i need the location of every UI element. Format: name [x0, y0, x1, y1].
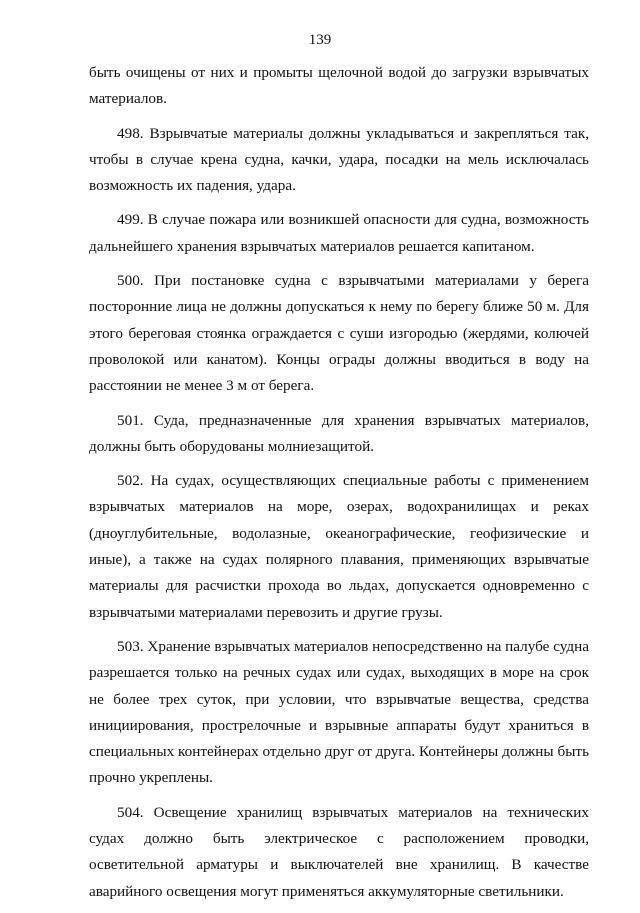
paragraph-504: 504. Освещение хранилищ взрывчатых материалов на технических судах должно быть электрическое с расположением проводки, осветительной арматуры и выключателей вне хранилищ. В качестве аварийного освещения могут применяться аккумуляторные светильники.	[89, 803, 589, 900]
paragraph-503: 503. Хранение взрывчатых материалов непосредственно на палубе судна разрешается только на речных судах или судах, выходящих в море на срок не более трех суток, при условии, что взрывчатые вещества, средства инициирования, прострелочные и взрывные аппараты будут храниться в специальных контейнерах отдельно друг от друга. Контейнеры должны быть прочно укреплены.	[89, 637, 589, 787]
paragraph-498: 498. Взрывчатые материалы должны укладываться и закрепляться так, чтобы в случае крена судна, качки, удара, посадки на мель исключалась возможность их падения, удара.	[89, 124, 589, 195]
page-number: 139	[308, 32, 332, 48]
paragraph-499: 499. В случае пожара или возникшей опасности для судна, возможность дальнейшего хранения взрывчатых материалов решается капитаном.	[89, 211, 589, 255]
paragraph-502: 502. На судах, осуществляющих специальные работы с применением взрывчатых материалов на море, озерах, водохранилищах и реках (дноуглубительные, водолазные, океанографические, геофизические и иные), а также на судах полярного плавания, применяющих взрывчатые материалы для расчистки прохода во льдах, допускается одновременно с взрывчатыми материалами перевозить и другие грузы.	[89, 472, 589, 621]
paragraph-500: 500. При постановке судна с взрывчатыми материалами у берега посторонние лица не должны допускаться к нему по берегу ближе 50 м. Для этого береговая стоянка ограждается с суши изгородью (жердями, колючей проволокой или канатом). Концы ограды должны вводиться в воду на расстоянии не менее 3 м от берега.	[89, 272, 589, 395]
text-body	[89, 60, 589, 913]
paragraph-501: 501. Суда, предназначенные для хранения взрывчатых материалов, должны быть оборудованы молниезащитой.	[89, 411, 589, 455]
paragraph-continued: быть очищены от них и промыты щелочной водой до загрузки взрывчатых материалов.	[89, 64, 589, 108]
